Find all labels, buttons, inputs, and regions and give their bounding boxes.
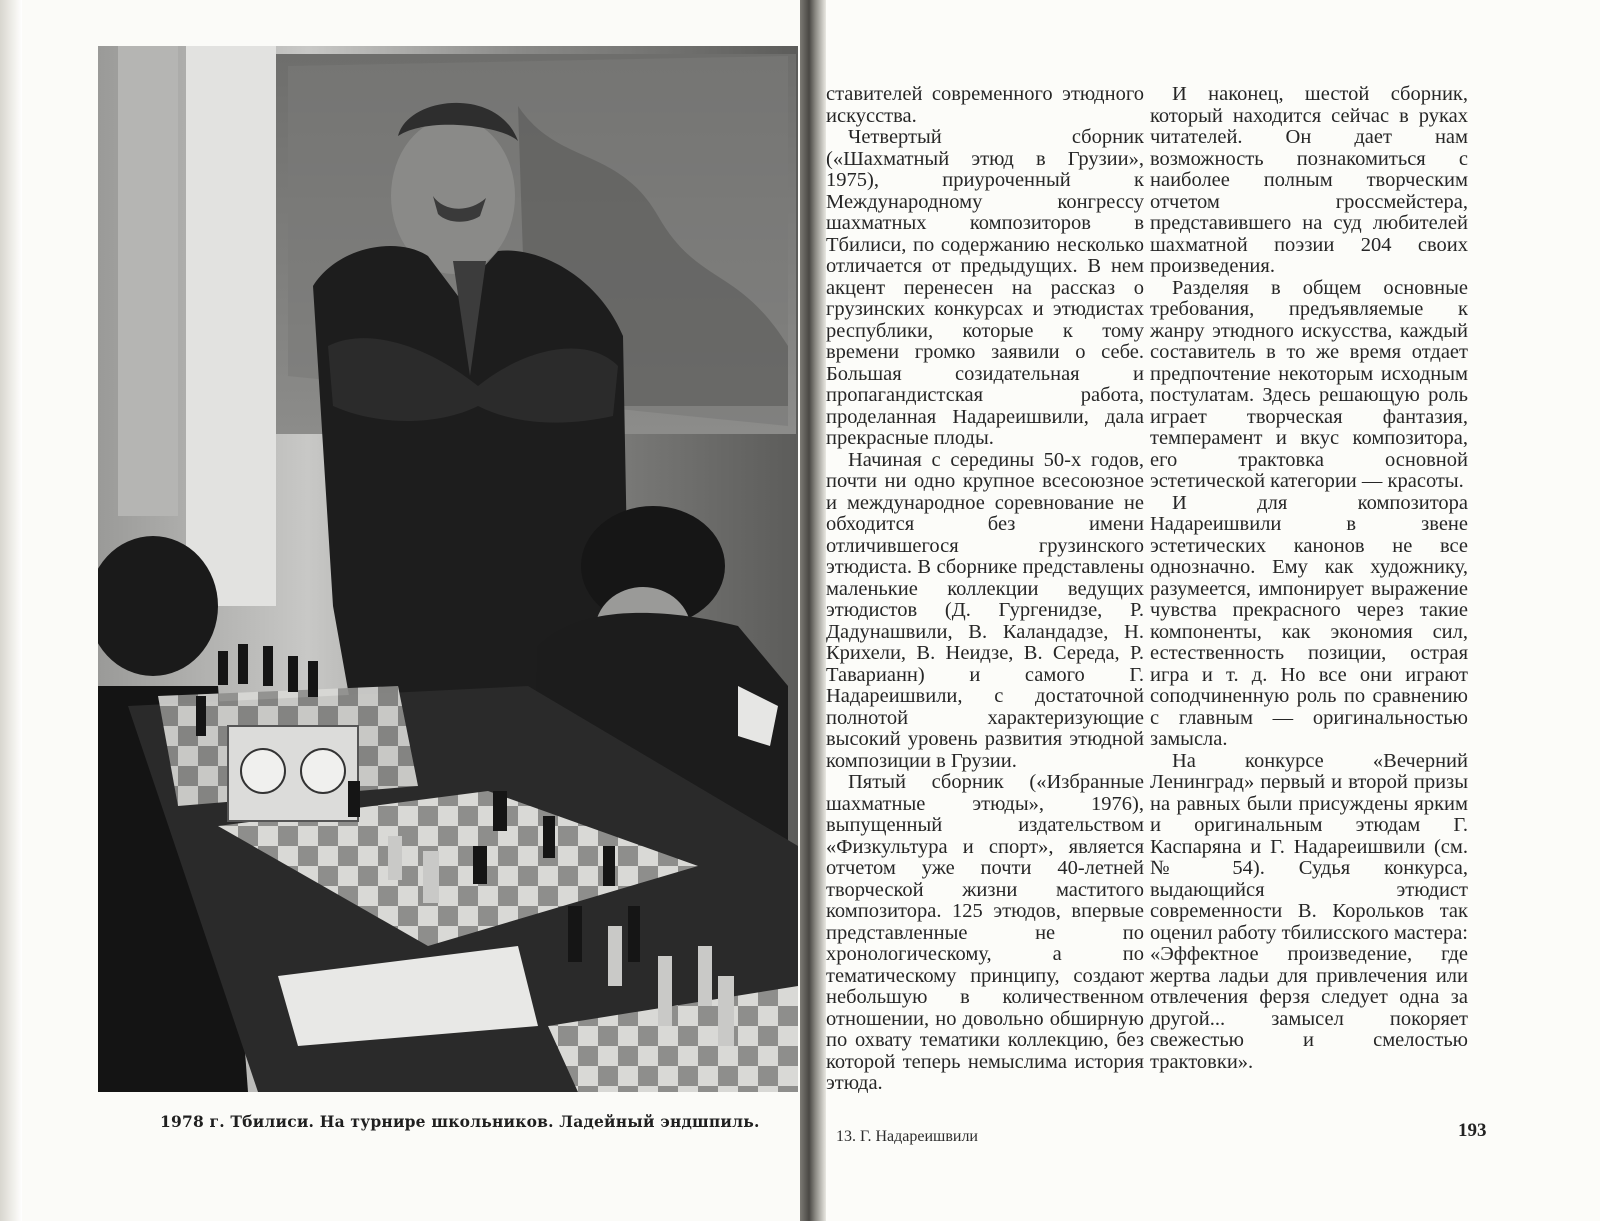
book-gutter — [800, 0, 826, 1221]
signature-mark: 13. Г. Надареишвили — [836, 1128, 978, 1145]
paragraph: И для композитора Надареишвили в звене эстетических канонов не все однозначно. Ему как художнику, разумеется, импонирует выражение чувства прекрасного через такие компоненты, как экономия сил, естественность позиции, острая игра и т. д. Но все они играют соподчиненную роль по сравнению с главным — оригинальностью замысла. — [1150, 491, 1468, 750]
page-number: 193 — [1458, 1120, 1487, 1141]
photo-caption: 1978 г. Тбилиси. На турнире школьников. Ладейный эндшпиль. — [160, 1112, 760, 1131]
paragraph: На конкурсе «Вечерний Ленинград» первый и второй призы на равных были присуждены ярким и оригинальным этюдам Г. Каспаряна и Г. Надареишвили (см. № 54). Судья конкурса, выдающийся этюдист современности В. Корольков так оценил работу тбилисского мастера: «Эффектное произведение, где жертва ладьи для привлечения или отвлечения ферзя следует одна за другой... замысел покоряет свежестью и смелостью трактовки». — [1150, 749, 1468, 1073]
paragraph: ставителей современного этюдного искусства. — [826, 83, 1144, 127]
page-edge — [0, 0, 22, 1221]
photo-illustration — [98, 46, 798, 1092]
paragraph: Начиная с середины 50-х годов, почти ни одно крупное всесоюзное и международное соревнование не обходится без имени отличившегося грузинского этюдиста. В сборнике представлены маленькие коллекции ведущих этюдистов (Д. Гургенидзе, Р. Дадунашвили, В. Каландадзе, Н. Крихели, В. Неидзе, В. Середа, Р. Таварианн) и самого Г. Надареишвили, с достаточной полнотой характеризующие высокий уровень развития этюдной композиции в Грузии. — [826, 448, 1144, 772]
text-column-2 — [1150, 84, 1468, 1073]
paragraph: Разделяя в общем основные требования, предъявляемые к жанру этюдного искусства, каждый составитель в то же время отдает предпочтение некоторым исходным постулатам. Здесь решающую роль играет творческая фантазия, темперамент и вкус композитора, его трактовка основной эстетической категории — красоты. — [1150, 276, 1468, 492]
paragraph: И наконец, шестой сборник, который находится сейчас в руках читателей. Он дает нам возможность познакомиться с наиболее полным творческим отчетом гроссмейстера, представившего на суд любителей шахматной поэзии 204 своих произведения. — [1150, 83, 1468, 277]
tournament-photo — [98, 46, 798, 1092]
paragraph: Четвертый сборник («Шахматный этюд в Грузии», 1975), приуроченный к Международному конгрессу шахматных композиторов в Тбилиси, по содержанию несколько отличается от предыдущих. В нем акцент перенесен на рассказ о грузинских конкурсах и этюдистах республики, которые к тому времени громко заявили о себе. Большая созидательная и пропагандистская работа, проделанная Надареишвили, дала прекрасные плоды. — [826, 126, 1144, 449]
paragraph: Пятый сборник («Избранные шахматные этюды», 1976), выпущенный издательством «Физкультура и спорт», является отчетом уже почти 40-летней творческой жизни маститого композитора. 125 этюдов, впервые представленные не по хронологическому, а по тематическому принципу, создают небольшую в количественном отношении, но довольно обширную по охвату тематики коллекцию, без которой теперь немыслима история этюда. — [826, 771, 1144, 1094]
text-column-1 — [826, 84, 1144, 1095]
